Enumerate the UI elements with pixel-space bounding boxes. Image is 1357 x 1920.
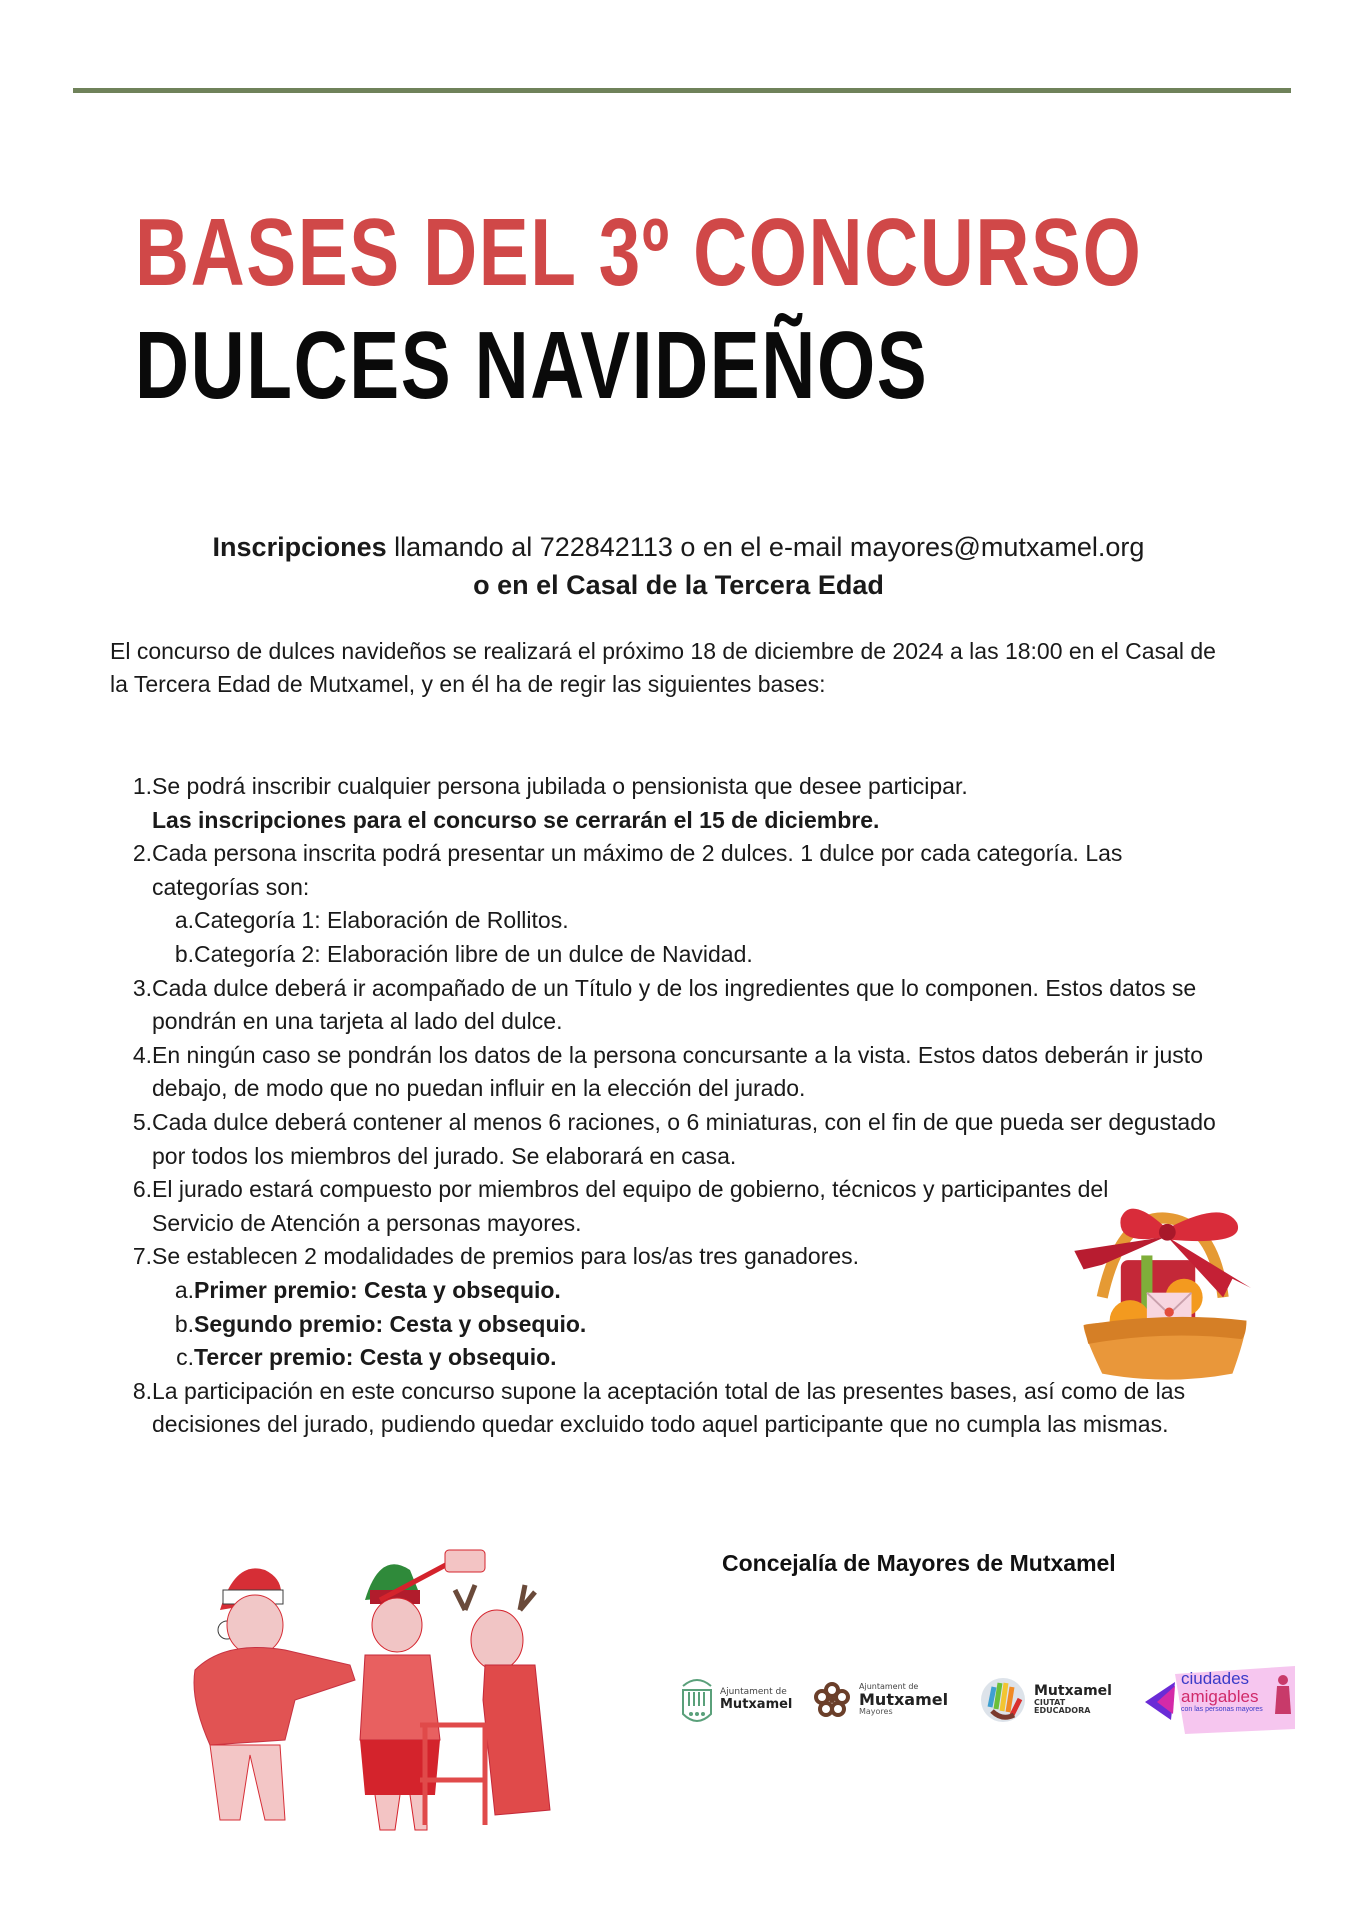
rule-text: Cada dulce deberá contener al menos 6 raciones, o 6 miniaturas, con el fin de que pueda ser degustado por todos los miembros del jurado. Se elaborará en casa. (152, 1108, 1216, 1169)
prize-item (110, 1274, 1230, 1308)
inscriptions-label: Inscripciones (212, 532, 387, 562)
prize-item (110, 1341, 1230, 1375)
rule-number: 3. (132, 974, 152, 1001)
logo-big-text: Mutxamel (720, 1696, 793, 1712)
logo-sub-text: Mayores (859, 1707, 893, 1717)
sub-number: a. (174, 907, 194, 934)
prize-first: Primer premio: Cesta y obsequio. (194, 1276, 561, 1303)
selfie-phone-icon (445, 1550, 485, 1572)
woman-reindeer-antlers (420, 1585, 550, 1825)
rule-number: 1. (132, 773, 152, 799)
top-rule (73, 88, 1291, 93)
sub-item (110, 938, 1230, 972)
logo-big-text: Mutxamel (859, 1689, 949, 1709)
logo-text-amigables: amigables (1181, 1686, 1259, 1706)
sub-number: b. (174, 940, 194, 967)
logo-text-subtitle: con las personas mayores (1181, 1705, 1263, 1713)
title-line-1: BASES DEL 3º CONCURSO (135, 199, 1143, 306)
rule-text: Cada persona inscrita podrá presentar un máximo de 2 dulces. 1 dulce por cada categoría. Las categorías son: (152, 840, 1123, 900)
logo-mutxamel-mayores (813, 1660, 948, 1740)
logo-ciudades-amigables (1145, 1660, 1295, 1740)
prize-third: Tercer premio: Cesta y obsequio. (194, 1344, 557, 1371)
rule-item (110, 770, 1230, 837)
sub-text: Categoría 1: Elaboración de Rollitos. (194, 907, 569, 934)
rule-number: 2. (132, 840, 152, 867)
logo-sub-text: EDUCADORA (1034, 1706, 1091, 1716)
logo-sub-text: CIUTAT (1034, 1697, 1066, 1707)
man-santa-hat (194, 1568, 355, 1820)
colorful-hand-icon (980, 1677, 1026, 1723)
sub-number: a. (174, 1276, 194, 1303)
rule-text: Cada dulce deberá ir acompañado de un Título y de los ingredientes que lo componen. Estos datos se pondrán en una tarjeta al lado del dulce. (152, 974, 1197, 1035)
rule-text: Se establecen 2 modalidades de premios para los/as tres ganadores. (152, 1243, 860, 1270)
rule-item (110, 837, 1230, 904)
rule-number: 6. (132, 1176, 152, 1203)
logos-bar (680, 1660, 1310, 1740)
logo-big-text: Mutxamel (1034, 1683, 1112, 1700)
rule-number: 8. (132, 1377, 152, 1404)
inscriptions-contact: llamando al 722842113 o en el e-mail mayores@mutxamel.org (386, 532, 1145, 562)
intro-paragraph: El concurso de dulces navideños se realizará el próximo 18 de diciembre de 2024 a las 18:00 en el Casal de la Tercera Edad de Mutxamel, y en él ha de regir las siguientes bases: (110, 638, 1216, 697)
rule-text: La participación en este concurso supone la aceptación total de las presentes bases, así como de las decisiones del jurado, pudiendo quedar excluido todo aquel participante que no cumpla las mismas. (152, 1377, 1186, 1438)
prize-item (110, 1308, 1230, 1342)
rule-item (110, 972, 1230, 1039)
logo-small-text: Ajuntament de (720, 1687, 787, 1698)
sub-number: c. (176, 1344, 194, 1371)
flower-icon (813, 1681, 851, 1719)
inscriptions-block (0, 528, 1357, 604)
logo-ciutat-educadora (980, 1660, 1112, 1740)
sub-item (110, 904, 1230, 938)
rule-text: Se podrá inscribir cualquier persona jubilada o pensionista que desee participar. (152, 773, 968, 799)
rules-list (110, 770, 1230, 1442)
logo-small-text: Ajuntament de (859, 1682, 919, 1692)
rule-deadline: Las inscripciones para el concurso se cerrarán el 15 de diciembre. (152, 806, 880, 833)
rule-item (110, 1375, 1230, 1442)
sub-number: b. (174, 1310, 194, 1337)
seniors-christmas-illustration (165, 1540, 595, 1850)
rule-text: En ningún caso se pondrán los datos de la persona concursante a la vista. Estos datos deberán ir justo debajo, de modo que no puedan influir en la elección del jurado. (152, 1041, 1203, 1102)
rule-number: 7. (132, 1243, 152, 1270)
title-line-2: DULCES NAVIDEÑOS (135, 312, 929, 419)
inscriptions-location: o en el Casal de la Tercera Edad (473, 570, 884, 600)
logo-ajuntament-mutxamel (680, 1660, 792, 1740)
rule-item (110, 1240, 1230, 1274)
rule-item (110, 1173, 1230, 1240)
rule-item (110, 1039, 1230, 1106)
coat-of-arms-icon (680, 1672, 714, 1728)
rule-text: El jurado estará compuesto por miembros del equipo de gobierno, técnicos y participantes del Servicio de Atención a personas mayores. (152, 1176, 1109, 1236)
prize-second: Segundo premio: Cesta y obsequio. (194, 1310, 587, 1337)
rule-number: 4. (132, 1041, 152, 1068)
rule-number: 5. (132, 1108, 152, 1135)
rule-item (110, 1106, 1230, 1173)
logo-text-ciudades: ciudades (1181, 1669, 1250, 1688)
sub-text: Categoría 2: Elaboración libre de un dulce de Navidad. (194, 940, 753, 967)
signature: Concejalía de Mayores de Mutxamel (722, 1550, 1116, 1576)
